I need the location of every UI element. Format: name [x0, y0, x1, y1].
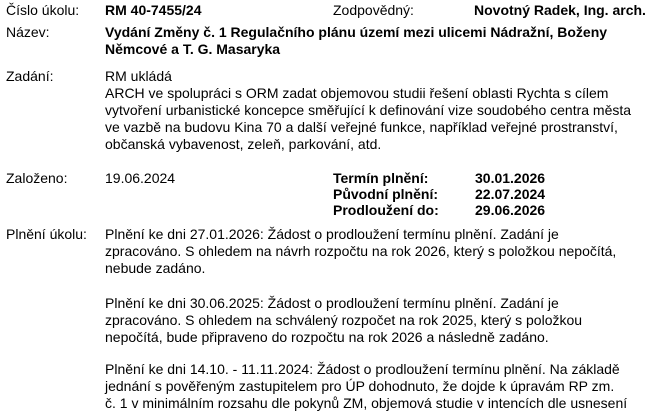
fulfilment-paragraph [105, 361, 660, 412]
responsible-label: Zodpovědný: [333, 2, 414, 18]
fulfilment-line: zpracováno. S ohledem na návrh rozpočtu na rok 2026, který s položkou nepočítá, [105, 243, 617, 259]
assignment-line: RM ukládá [105, 68, 172, 84]
assignment-line: občanská vybavenost, zeleň, parkování, atd. [105, 136, 382, 152]
original-deadline-value: 22.07.2024 [475, 186, 546, 202]
fulfilment-line: jednání s pověřeným zastupitelem pro ÚP dohodnuto, že dojde k úpravám RP zm. [105, 378, 615, 394]
original-deadline-label: Původní plnění: [333, 186, 438, 202]
fulfilment-paragraph [105, 295, 660, 346]
fulfilment-line: č. 1 v minimálním rozsahu dle pokynů ZM, objemová studie v intencích dle usnesení [105, 395, 628, 411]
name-line: Němcové a T. G. Masaryka [105, 41, 281, 57]
task-number-label: Číslo úkolu: [6, 2, 80, 18]
assignment-line: ARCH ve spolupráci s ORM zadat objemovou studii řešení oblasti Rychta s cílem [105, 85, 609, 101]
fulfilment-line: nebude zadáno. [105, 260, 206, 276]
fulfilment-line: nepočítá, bude připraveno do rozpočtu na rok 2026 a následně zadáno. [105, 329, 549, 345]
assignment-line: ve vazbě na budovu Kina 70 a další veřejné funkce, například veřejné prostranství, [105, 119, 618, 135]
task-number-value: RM 40-7455/24 [105, 2, 202, 18]
name-line: Vydání Změny č. 1 Regulačního plánu území mezi ulicemi Nádražní, Boženy [105, 24, 608, 40]
name-label: Název: [6, 24, 50, 40]
assignment-label: Zadání: [6, 68, 54, 84]
assignment-line: vytvoření urbanistické koncepce směřující k definování vize soudobého centra města [105, 102, 632, 118]
fulfilment-line: Plnění ke dni 30.06.2025: Žádost o prodloužení termínu plnění. Zadání je [105, 295, 559, 311]
fulfilment-line: Plnění ke dni 27.01.2026: Žádost o prodloužení termínu plnění. Zadání je [105, 226, 559, 242]
created-label: Založeno: [6, 170, 68, 186]
extension-value: 29.06.2026 [475, 202, 546, 218]
fulfilment-line: zpracováno. S ohledem na schválený rozpočet na rok 2025, který s položkou [105, 312, 583, 328]
name-value [105, 24, 660, 58]
responsible-value: Novotný Radek, Ing. arch. [474, 2, 646, 18]
deadline-value: 30.01.2026 [475, 170, 546, 186]
fulfilment-paragraph [105, 226, 660, 277]
fulfilment-line: Plnění ke dni 14.10. - 11.11.2024: Žádost o prodloužení termínu plnění. Na základě [105, 361, 620, 377]
fulfilment-label: Plnění úkolu: [6, 226, 87, 242]
deadline-label: Termín plnění: [333, 170, 429, 186]
created-value: 19.06.2024 [105, 170, 176, 186]
assignment-value [105, 68, 660, 153]
extension-label: Prodloužení do: [333, 202, 439, 218]
